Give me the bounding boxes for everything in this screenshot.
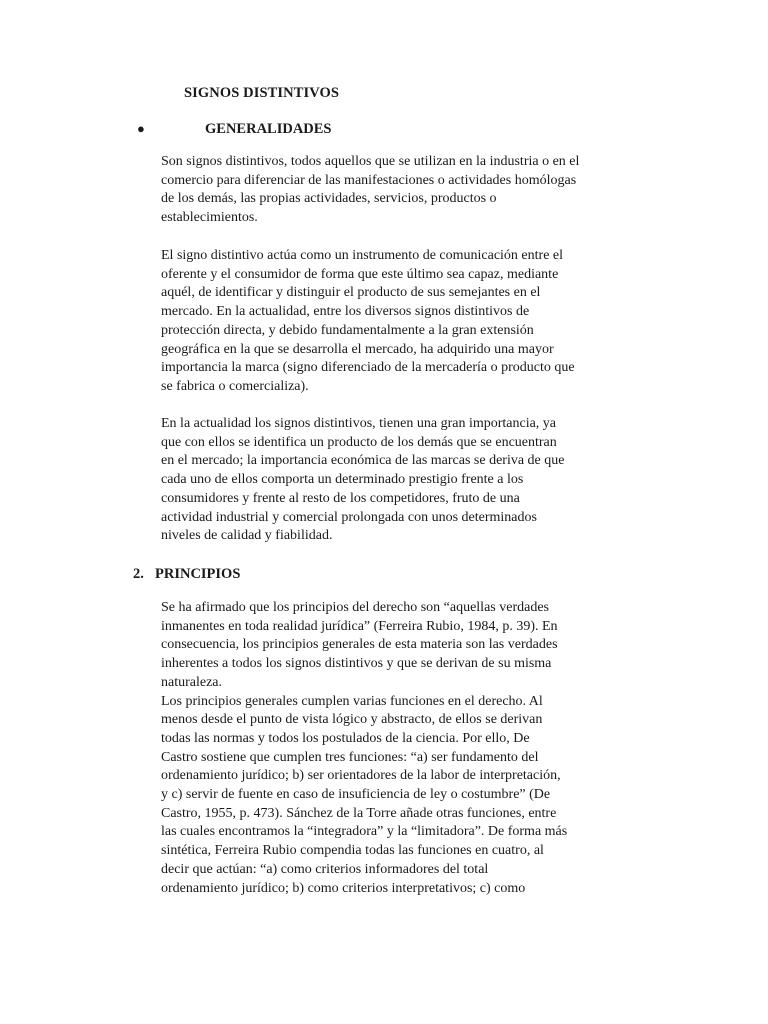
section-title: PRINCIPIOS: [155, 566, 241, 582]
paragraph-line: comercio para diferenciar de las manifestaciones o actividades homólogas: [161, 172, 577, 188]
paragraph-line: ordenamiento jurídico; b) como criterios interpretativos; c) como: [161, 880, 526, 896]
section-heading-generalidades: GENERALIDADES: [205, 121, 332, 137]
bullet-icon: ●: [137, 121, 145, 136]
paragraph-line: aquél, de identificar y distinguir el producto de sus semejantes en el: [161, 285, 541, 301]
paragraph-line: mercado. En la actualidad, entre los diversos signos distintivos de: [161, 304, 530, 320]
paragraph-line: las cuales encontramos la “integradora” y la “limitadora”. De forma más: [161, 824, 568, 840]
paragraph-line: todas las normas y todos los postulados de la ciencia. Por ello, De: [161, 730, 530, 746]
paragraph-line: consumidores y frente al resto de los competidores, fruto de una: [161, 490, 520, 506]
document-title: SIGNOS DISTINTIVOS: [184, 85, 340, 101]
paragraph-line: menos desde el punto de vista lógico y abstracto, de ellos se derivan: [161, 712, 543, 728]
paragraph-line: importancia la marca (signo diferenciado de la mercadería o producto que: [161, 360, 575, 376]
paragraph-line: consecuencia, los principios generales de esta materia son las verdades: [161, 637, 558, 653]
section-number: 2.: [133, 566, 144, 582]
paragraph-line: actividad industrial y comercial prolongada con unos determinados: [161, 509, 537, 525]
paragraph-line: Los principios generales cumplen varias funciones en el derecho. Al: [161, 693, 543, 709]
paragraph-line: Se ha afirmado que los principios del derecho son “aquellas verdades: [161, 600, 549, 615]
paragraph-line: que con ellos se identifica un producto de los demás que se encuentran: [161, 434, 557, 450]
paragraph-line: ordenamiento jurídico; b) ser orientadores de la labor de interpretación,: [161, 768, 561, 784]
paragraph-4: [161, 599, 641, 898]
paragraph-line: geográfica en la que se desarrolla el mercado, ha adquirido una mayor: [161, 341, 554, 357]
paragraph-2: [161, 247, 641, 397]
paragraph-line: naturaleza.: [161, 674, 223, 690]
paragraph-line: se fabrica o comercializa).: [161, 378, 309, 394]
paragraph-1: [161, 153, 641, 228]
paragraph-line: cada uno de ellos comporta un determinado prestigio frente a los: [161, 472, 524, 488]
paragraph-line: inmanentes en toda realidad jurídica” (Ferreira Rubio, 1984, p. 39). En: [161, 618, 558, 634]
paragraph-line: y c) servir de fuente en caso de insuficiencia de ley o costumbre” (De: [161, 787, 551, 803]
paragraph-line: protección directa, y debido fundamentalmente a la gran extensión: [161, 322, 534, 338]
paragraph-3: [161, 415, 641, 546]
paragraph-line: en el mercado; la importancia económica de las marcas se deriva de que: [161, 453, 565, 469]
section-heading-principios: [133, 566, 240, 583]
paragraph-line: Castro sostiene que cumplen tres funciones: “a) ser fundamento del: [161, 749, 539, 765]
paragraph-line: El signo distintivo actúa como un instrumento de comunicación entre el: [161, 248, 564, 263]
paragraph-line: de los demás, las propias actividades, servicios, productos o: [161, 191, 497, 207]
paragraph-line: Castro, 1955, p. 473). Sánchez de la Torre añade otras funciones, entre: [161, 805, 557, 821]
paragraph-line: decir que actúan: “a) como criterios informadores del total: [161, 861, 489, 877]
paragraph-line: inherentes a todos los signos distintivos y que se derivan de su misma: [161, 656, 552, 672]
paragraph-line: oferente y el consumidor de forma que este último sea capaz, mediante: [161, 266, 559, 282]
paragraph-line: sintética, Ferreira Rubio compendia todas las funciones en cuatro, al: [161, 843, 544, 859]
paragraph-line: Son signos distintivos, todos aquellos que se utilizan en la industria o en el: [161, 154, 580, 169]
paragraph-line: En la actualidad los signos distintivos, tienen una gran importancia, ya: [161, 416, 557, 431]
paragraph-line: establecimientos.: [161, 210, 258, 226]
paragraph-line: niveles de calidad y fiabilidad.: [161, 528, 333, 544]
